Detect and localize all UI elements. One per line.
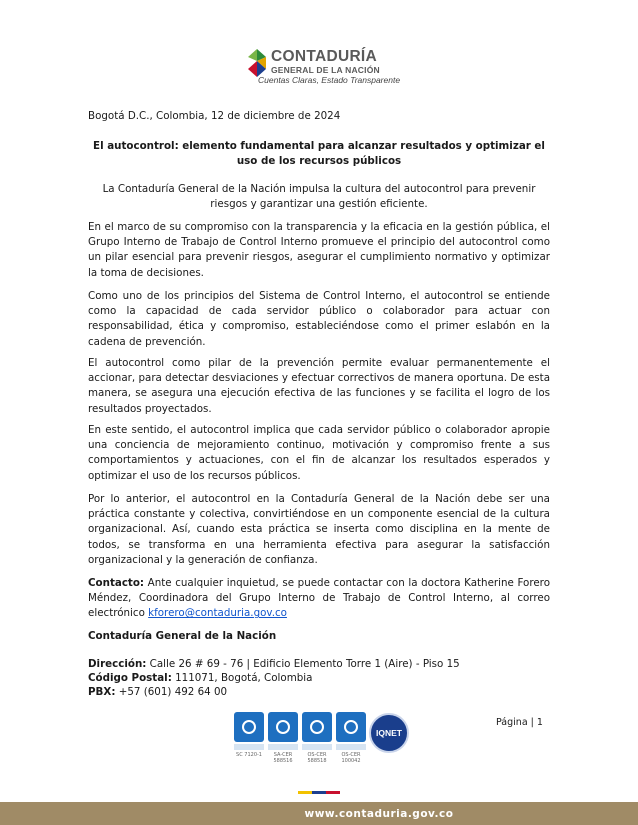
logo-tagline: Cuentas Claras, Estado Transparente — [258, 75, 401, 85]
icontec-seal-icon — [302, 712, 332, 770]
lead-paragraph: La Contaduría General de la Nación impulsa la cultura del autocontrol para prevenir riesgos y garantizar una gestión eficiente. — [102, 183, 536, 211]
body-paragraph: Como uno de los principios del Sistema de Control Interno, el autocontrol se entiende como la capacidad de cada servidor público o colaborador para actuar con responsabilidad, ética y compromiso, estableciéndose como el primer eslabón en la cadena de prevención. — [88, 290, 550, 348]
footer-website-link[interactable]: www.contaduria.gov.co — [304, 807, 454, 820]
seal-code: OS-CER 588518 — [307, 752, 327, 764]
body-paragraph: En este sentido, el autocontrol implica que cada servidor público o colaborador apropie una conciencia de mejoramiento continuo, motivación y compromiso frente a sus comportamientos y actuaciones, con el fin de alcanzar los resultados esperados y optimizar el uso de los recursos públicos. — [88, 424, 550, 482]
contact-info — [88, 657, 550, 699]
address-line — [88, 657, 550, 671]
seal-code: SC 7120-1 — [236, 752, 262, 758]
pbx-line — [88, 685, 550, 699]
logo-subtitle: GENERAL DE LA NACIÓN — [271, 65, 380, 75]
icontec-seal-icon — [268, 712, 298, 770]
icontec-seal-icon — [234, 712, 264, 770]
flag-yellow — [298, 791, 312, 794]
iqnet-seal-icon: IQNET — [369, 713, 409, 753]
postal-value: 111071, Bogotá, Colombia — [171, 672, 313, 684]
pbx-label: PBX: — [88, 686, 116, 698]
postal-line — [88, 671, 550, 685]
icontec-seal-icon — [336, 712, 366, 770]
certification-seals — [234, 712, 414, 772]
seal-code: SA-CER 588516 — [273, 752, 293, 764]
body-paragraph: Por lo anterior, el autocontrol en la Contaduría General de la Nación debe ser una práctica constante y colectiva, convirtiéndose en un componente esencial de la cultura organizacional. Así, cuando esta práctica se inserta como disciplina en la mente de todos, se transforma en una herramienta efectiva para asegurar la satisfacción organizacional y la generación de confianza. — [88, 493, 550, 566]
footer-band — [0, 802, 638, 825]
colombia-flag-stripe — [298, 791, 340, 794]
address-value: Calle 26 # 69 - 76 | Edificio Elemento Torre 1 (Aire) - Piso 15 — [146, 658, 460, 670]
address-label: Dirección: — [88, 658, 147, 670]
contact-email-link[interactable]: kforero@contaduria.gov.co — [148, 607, 287, 620]
body-paragraph: En el marco de su compromiso con la transparencia y la eficacia en la gestión pública, el Grupo Interno de Trabajo de Control Interno promueve el principio del autocontrol como un pilar esencial para prevenir riesgos, asegurar el cumplimiento normativo y optimizar la toma de decisiones. — [88, 221, 550, 279]
contact-text: Ante cualquier inquietud, se puede contactar con la doctora Katherine Forero Méndez, Coordinadora del Grupo Interno de Trabajo de Control Interno, al correo electrónico — [88, 577, 550, 620]
seal-code: OS-CER 100042 — [341, 752, 361, 764]
flag-blue — [312, 791, 326, 794]
flag-red — [326, 791, 340, 794]
org-name: Contaduría General de la Nación — [88, 630, 277, 642]
press-title: El autocontrol: elemento fundamental para alcanzar resultados y optimizar el uso de los recursos públicos — [93, 140, 545, 168]
contact-label: Contacto: — [88, 577, 145, 589]
pbx-value: +57 (601) 492 64 00 — [115, 686, 228, 698]
postal-label: Código Postal: — [88, 672, 172, 684]
contaduria-logo — [246, 47, 401, 87]
body-paragraph: El autocontrol como pilar de la prevención permite evaluar permanentemente el accionar, para detectar desviaciones y efectuar correctivos de manera oportuna. De esta manera, se asegura una ejecución efectiva de las funciones y se facilita el logro de los resultados proyectados. — [88, 357, 550, 415]
page-number: Página | 1 — [496, 717, 543, 728]
logo-title: CONTADURÍA — [271, 48, 378, 65]
date-line: Bogotá D.C., Colombia, 12 de diciembre de 2024 — [88, 110, 341, 122]
contact-paragraph — [88, 576, 550, 622]
